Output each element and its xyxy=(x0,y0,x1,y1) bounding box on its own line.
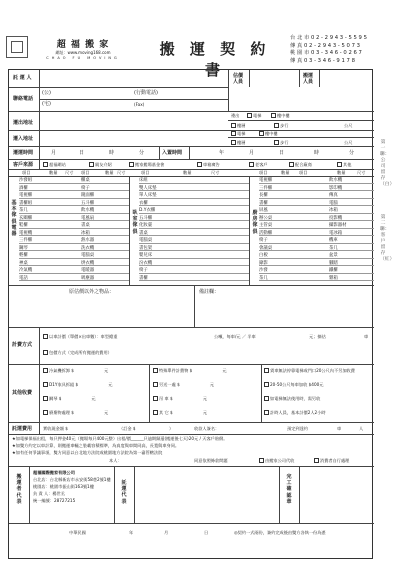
copy-note-company: 第一聯：公司留存（白） xyxy=(380,140,395,187)
item-name: 五斗櫃 xyxy=(81,200,95,206)
footer-year: 年 xyxy=(129,530,134,535)
item-name: 鐵櫃 xyxy=(329,268,338,273)
item-name: 冰箱 xyxy=(329,208,338,213)
deposit-label: 實收現金額 $ xyxy=(43,426,68,431)
client-label: 託 運 人 xyxy=(13,75,32,81)
item-name: 鞋櫃 xyxy=(19,223,28,228)
vehicle-count-unit: 車 xyxy=(337,426,342,431)
logo-icon xyxy=(6,36,28,58)
item-name: 椅子 xyxy=(81,185,90,191)
item-name: 神桌 xyxy=(19,260,28,266)
page-title: 搬 運 契 約 書 xyxy=(159,40,271,79)
item-name: 熱水器 xyxy=(81,238,95,243)
col-qty-e: 數量 xyxy=(337,170,346,175)
charge-option[interactable]: 冷氣機拆卸 $ 元 xyxy=(43,368,108,374)
charge-option[interactable]: 計時人員，基本計價2人2小時 xyxy=(264,410,326,416)
group-basic-furniture-label: 基本傢俱電器 xyxy=(11,200,17,238)
fee-label: 託運費用 xyxy=(12,426,33,432)
col-qty-d: 數量 xyxy=(281,170,290,175)
company-tax-id: 統一編號：28727215 xyxy=(33,498,76,503)
item-name: 屏風 xyxy=(259,208,268,213)
expected-arrival-label: 預定到達約 xyxy=(287,426,308,431)
item-row xyxy=(139,267,249,274)
item-name: 茶几 xyxy=(259,275,268,281)
note-line: ★如雙方約定以車計算，則搬運車輛之裝載容積標準，為真度與車間同高，長寬與車身同。 xyxy=(12,443,180,448)
out-day: 日 xyxy=(79,150,85,156)
item-row xyxy=(19,245,129,252)
in-year: 年 xyxy=(219,150,225,156)
charge-option[interactable]: 貨車無法停靠電梯或門口20公尺內不另加收費 xyxy=(264,368,355,374)
item-name: 洗衣機 xyxy=(81,245,95,251)
confirm-company-option[interactable]: 由搬家公司代收 xyxy=(259,458,294,464)
item-name: 電腦桌 xyxy=(81,253,95,258)
item-name: 電視機 xyxy=(19,230,33,236)
in-minute: 分 xyxy=(349,150,355,156)
item-row xyxy=(259,222,374,229)
item-name: 玄關櫃 xyxy=(19,215,33,221)
item-row xyxy=(259,267,374,274)
item-row xyxy=(259,200,374,207)
item-row xyxy=(139,260,249,267)
confirm-person-label: 本人： xyxy=(109,458,122,463)
charge-option[interactable]: 特殊單件計費物 $ 元 xyxy=(153,368,227,374)
item-row xyxy=(19,177,129,184)
floor-option-in[interactable]: 樓層 xyxy=(231,140,245,146)
charge-option[interactable]: 另送一處 $ 元 xyxy=(153,382,214,388)
item-name: 飲水機 xyxy=(329,178,343,183)
col-size: 尺寸 xyxy=(65,170,74,175)
charge-option[interactable]: 廢棄物處理 $ 元 xyxy=(43,410,108,416)
estimator-label: 估價人員 xyxy=(233,73,244,85)
company-representative: 負 責 人：楊世丞 xyxy=(33,491,65,496)
item-row xyxy=(139,245,249,252)
item-name: 書櫃 xyxy=(259,200,268,206)
item-name: 茶几 xyxy=(329,245,338,251)
col-size-c: 尺寸 xyxy=(211,170,220,175)
item-row xyxy=(139,215,249,222)
item-row xyxy=(19,260,129,267)
elevator-option-in[interactable]: 電梯 xyxy=(231,131,245,137)
item-name: 腳踏 xyxy=(329,260,338,266)
brand-website: 網址：www.moving168.com xyxy=(55,50,111,55)
source-option-vehicle-ad[interactable]: 車箱廣告 xyxy=(197,162,220,168)
source-option-referral[interactable]: 親友介紹 xyxy=(89,162,112,168)
item-name: 傳真 xyxy=(329,193,338,198)
item-row xyxy=(19,267,129,274)
item-row xyxy=(259,185,374,192)
item-row xyxy=(139,192,249,199)
item-name: 投影機 xyxy=(329,215,343,221)
item-name: 電風扇 xyxy=(81,215,95,221)
item-name: 書櫃組 xyxy=(19,200,33,206)
item-name: 雙人床墊 xyxy=(139,185,157,191)
item-name: 飲水機 xyxy=(81,208,95,213)
meters-unit-in: 公尺 xyxy=(344,140,353,145)
charge-option[interactable]: 吊 車 $ 元 xyxy=(153,396,207,402)
col-item-b: 項目 xyxy=(81,170,90,175)
charge-option[interactable]: 如電梯無法使用時，需另收 xyxy=(264,396,320,402)
source-option-returning[interactable]: 老客戶 xyxy=(249,162,268,168)
item-row xyxy=(19,275,129,282)
item-row xyxy=(19,185,129,192)
item-name: 書桌 xyxy=(81,223,90,228)
item-row xyxy=(259,215,374,222)
source-label: 客戶來源 xyxy=(13,162,34,168)
item-name: 電暖器 xyxy=(81,268,95,273)
item-name: 椅子 xyxy=(139,268,148,273)
company-name: 超福國際搬家有限公司 xyxy=(33,470,75,475)
brand-english: CHAO FU MOVING xyxy=(46,56,120,60)
item-name: 櫃桌 xyxy=(81,178,90,183)
item-name: 會議桌 xyxy=(259,245,273,251)
item-row xyxy=(259,245,374,252)
pricing-option-package[interactable]: 包價方式（完成所有搬運的費用） xyxy=(43,350,112,356)
item-name: 書桌 xyxy=(139,230,148,236)
footer-day: 日 xyxy=(204,530,209,535)
charge-option[interactable]: D1Y家具拆組 $ 元 xyxy=(43,382,112,388)
charge-option[interactable]: 20-50公尺每車加收 $400元 xyxy=(264,382,323,388)
mover-rep-label: 搬運者代表 xyxy=(16,474,22,505)
item-row xyxy=(259,207,374,214)
item-name: 沙發組 xyxy=(19,178,33,183)
item-name: 影印機 xyxy=(329,185,343,191)
col-qty-b: 數量 xyxy=(105,170,114,175)
item-name: 書櫃 xyxy=(139,275,148,281)
group-bedroom-label: 臥室傢俱 xyxy=(132,210,138,235)
move-out-address-label: 遷出地址 xyxy=(13,120,34,126)
item-name: 冰箱 xyxy=(81,230,90,236)
note-line: ★如電梯保福出租，每只押金40元（搬場每只400元整）出租/價______只迪期歸還(搬運後七天)20元 / 天客戶賠償。 xyxy=(12,436,228,441)
col-qty-c: 數量 xyxy=(183,170,192,175)
extra-items-label: 原估價以外之物品： xyxy=(69,289,115,295)
item-name: 電腦桌 xyxy=(139,238,153,243)
item-row xyxy=(19,207,129,214)
out-month: 月 xyxy=(51,150,57,156)
phone-line: 傳 真 0 2 - 2 9 4 3 - 5 0 7 3 xyxy=(290,42,361,49)
pricing-label: 計費方式 xyxy=(12,342,33,348)
item-row xyxy=(139,222,249,229)
item-name: 電腦 xyxy=(329,200,338,206)
move-out-time-label: 遷運時間 xyxy=(13,150,34,156)
out-minute: 分 xyxy=(139,150,145,156)
pricing-option-total: 元；摘估 xyxy=(309,334,326,339)
mover-label: 搬運人員 xyxy=(303,73,314,85)
confirm-agreed-label: 同意依照條款問題 xyxy=(194,458,228,463)
item-row xyxy=(259,252,374,259)
in-hour: 時 xyxy=(314,150,320,156)
item-name: 汾衣機 xyxy=(139,260,153,266)
item-name: 雜箱 xyxy=(329,275,338,281)
item-row xyxy=(139,185,249,192)
footer-note: ◎契約一式兩份，簽約完成後由雙方各執一份為憑 xyxy=(234,530,326,535)
fax-field[interactable]: (Fax) xyxy=(134,102,145,107)
item-name: 錄影 xyxy=(259,260,268,266)
brand-name: 超 福 搬 家 xyxy=(56,40,110,50)
item-row xyxy=(259,192,374,199)
company-address-taipei: 台北店：台北縣新店市永安街58巷2號1樓 xyxy=(33,477,111,482)
item-row xyxy=(139,230,249,237)
company-address-taoyuan: 桃園店：桃園市振山街163號1樓 xyxy=(33,484,94,489)
item-name: 茶几 xyxy=(19,208,28,213)
item-name: 機車 xyxy=(329,238,338,243)
stairs-floor-option[interactable]: 樓中樓 xyxy=(271,113,290,119)
walk-option[interactable]: 步行 xyxy=(274,123,288,129)
other-charges-label: 其他收費 xyxy=(12,390,33,396)
item-row xyxy=(259,237,374,244)
item-name: 鋼琴 xyxy=(19,245,28,251)
item-name: 電視櫃 xyxy=(259,178,273,183)
item-name: 白板 xyxy=(259,253,268,258)
item-name: 烘衣機 xyxy=(81,260,95,266)
item-row xyxy=(19,230,129,237)
phone-line: 傳 真 0 3 - 3 4 6 - 9 1 7 8 xyxy=(290,57,355,64)
item-row xyxy=(139,177,249,184)
item-name: 三件櫃 xyxy=(19,238,33,243)
item-name: 活動櫃 xyxy=(259,230,273,236)
item-row xyxy=(139,275,249,282)
col-item-e: 項目 xyxy=(299,170,308,175)
out-hour: 時 xyxy=(109,150,115,156)
completion-seal-label: 完工確認章 xyxy=(286,474,292,505)
phone-list xyxy=(290,35,394,65)
item-row xyxy=(19,192,129,199)
item-name: 辦公桌 xyxy=(259,215,273,221)
pricing-vehicle-unit: 車 xyxy=(364,334,369,339)
item-row xyxy=(19,200,129,207)
item-row xyxy=(259,260,374,267)
note-line: ★如有任何爭議事項，雙方同意以台北地方法院或桃園地方法院為第一審管轄法院 xyxy=(12,450,163,455)
item-name: 冷氣機 xyxy=(19,268,33,273)
item-name: 酒櫃 xyxy=(19,185,28,191)
pricing-option-vehicle[interactable]: 以車計價（單價×出車數）：車型總重 xyxy=(43,334,117,340)
item-name: 三件櫃 xyxy=(259,185,273,191)
deposit-order-end: ） xyxy=(169,426,174,431)
item-row xyxy=(19,237,129,244)
item-row xyxy=(139,237,249,244)
in-month: 月 xyxy=(249,150,255,156)
col-size-b: 尺寸 xyxy=(117,170,126,175)
item-name: 電視櫃 xyxy=(19,193,33,198)
elevator-option[interactable]: 電梯 xyxy=(247,113,261,119)
move-out-label-small: 遷出 xyxy=(231,113,240,118)
item-name: 攝影器材 xyxy=(329,223,347,228)
footer-month: 月 xyxy=(164,530,169,535)
phone-home-field[interactable]: (宅) xyxy=(42,101,51,107)
walk-option-in[interactable]: 步行 xyxy=(274,140,288,146)
phone-line: 台 北 市 0 2 - 2 9 4 3 - 5 5 9 5 xyxy=(290,35,367,41)
person-count-unit: 人 xyxy=(359,426,364,431)
item-name: 化妝臺 xyxy=(139,223,153,228)
phone-line: 桃 園 市 0 3 - 3 4 6 - 0 2 6 7 xyxy=(290,50,362,57)
item-row xyxy=(259,275,374,282)
source-option-other[interactable]: 其他 xyxy=(337,162,351,168)
pricing-option-unit: 公噸，每車/元 ／ 半車 xyxy=(214,334,256,339)
item-row xyxy=(19,215,129,222)
client-rep-label: 託運代表 xyxy=(121,480,127,505)
phone-company-field[interactable]: (公) xyxy=(42,90,51,96)
item-row xyxy=(139,200,249,207)
col-qty: 數量 xyxy=(49,170,58,175)
item-row xyxy=(139,252,249,259)
item-name: 電冰箱 xyxy=(329,230,343,236)
item-name: 衣櫃 xyxy=(139,200,148,206)
source-option-partner[interactable]: 配合廠商 xyxy=(289,162,312,168)
item-name: 鏡面櫃 xyxy=(81,193,95,198)
item-name: 盆景 xyxy=(329,253,338,258)
item-name: 輕櫃 xyxy=(19,253,28,258)
phone-label: 聯絡電話 xyxy=(13,96,34,102)
item-name: 主管桌 xyxy=(259,223,273,228)
group-kitchen-label: 廚房傢俱 xyxy=(252,210,258,235)
source-option-foundation[interactable]: 搬家搬場基金會 xyxy=(129,162,164,168)
item-row xyxy=(19,252,129,259)
confirm-client-option[interactable]: 消費者自行處理 xyxy=(314,458,349,464)
item-name: 床組 xyxy=(139,178,148,183)
footer-era: 中華民國 xyxy=(69,530,86,535)
item-name: D.Y衣櫃 xyxy=(139,208,156,213)
col-item: 項目 xyxy=(22,170,31,175)
remarks-label: 備註欄： xyxy=(199,289,220,295)
stairs-floor-option-in[interactable]: 樓中樓 xyxy=(259,131,278,137)
col-item-c: 項目 xyxy=(141,170,150,175)
item-row xyxy=(139,207,249,214)
item-row xyxy=(259,177,374,184)
move-in-time-label: 入置時間 xyxy=(162,150,183,156)
item-name: 吸塵器 xyxy=(81,275,95,281)
item-name: 五斗櫃 xyxy=(139,215,153,221)
item-name: 書包架 xyxy=(139,245,153,251)
item-name: 椅子 xyxy=(259,238,268,243)
meters-unit: 公尺 xyxy=(344,123,353,128)
item-name: 長櫃 xyxy=(259,193,268,198)
item-row xyxy=(259,230,374,237)
contract-form xyxy=(8,69,373,559)
col-size-e: 尺寸 xyxy=(357,170,366,175)
item-name: 電話 xyxy=(19,275,28,281)
source-option-website[interactable]: 超福網站 xyxy=(43,162,66,168)
copy-note-client: 第二聯：客戶留存（紅） xyxy=(380,215,395,262)
item-name: 嬰兒床 xyxy=(139,253,153,258)
col-item-d: 項目 xyxy=(259,170,268,175)
received-by-label: 收款人簽名： xyxy=(194,426,220,431)
item-row xyxy=(19,222,129,229)
floor-option[interactable]: 樓層 xyxy=(231,123,245,129)
move-in-address-label: 遷入地址 xyxy=(13,136,34,142)
item-name: 沙發 xyxy=(259,268,268,273)
item-name: 單人床墊 xyxy=(139,193,157,198)
in-day: 日 xyxy=(279,150,285,156)
deposit-order-label: （訂金 $ xyxy=(119,426,136,431)
charge-option[interactable]: 其 它 $ 元 xyxy=(153,410,207,416)
charge-option[interactable]: 鋼琴 $ 元 xyxy=(43,396,96,402)
phone-mobile-field[interactable]: (行動電話) xyxy=(134,90,158,96)
